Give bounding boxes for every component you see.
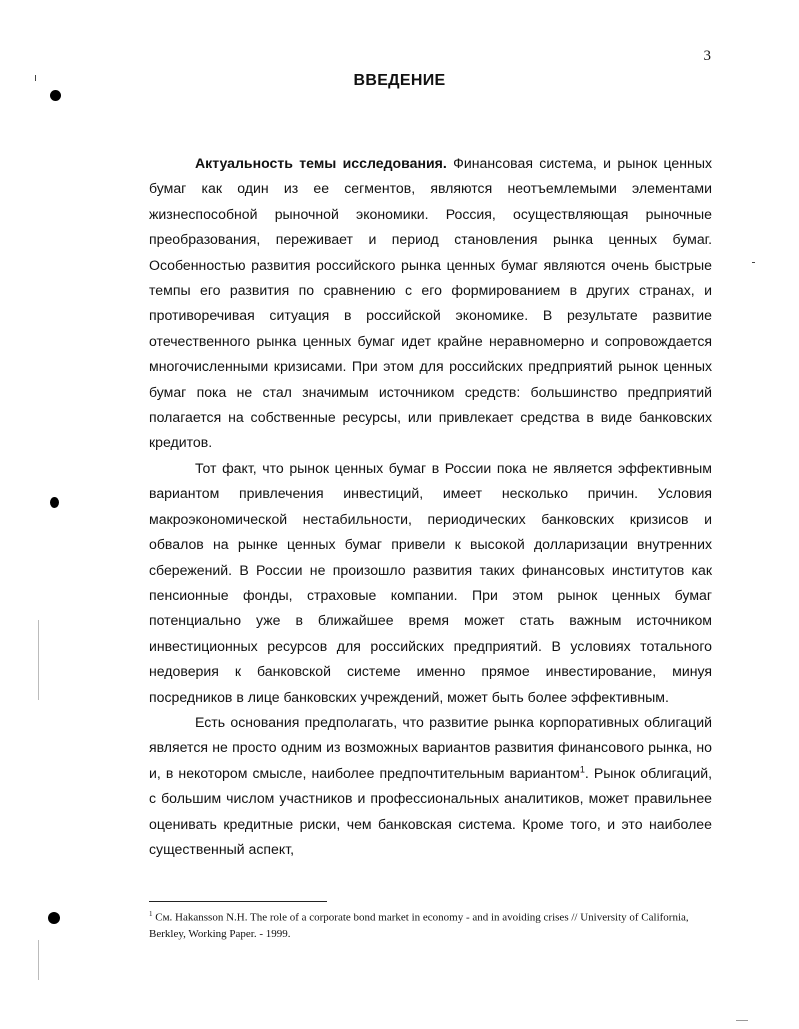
binder-hole-mark — [50, 90, 61, 101]
binder-hole-mark — [50, 497, 59, 508]
scan-speck — [736, 1020, 748, 1021]
paragraph-text: Финансовая система, и рынок ценных бумаг как один из ее сегментов, являются неотъемлемыми элементами жизнеспособной рыночной экономики. Россия, осуществляющая рыночные преобразования, переживает и период становления рынка ценных бумаг. Особенностью развития российского рынка ценных бумаг являются очень быстрые темпы его развития по сравнению с его формированием в других странах, и противоречивая ситуация в российской экономике. В результате развитие отечественного рынка ценных бумаг идет крайне неравномерно и сопровождается многочисленными кризисами. При этом для российских предприятий рынок ценных бумаг пока не стал значимым источником средств: большинство предприятий полагается на собственные ресурсы, или привлекает средства в виде банковских кредитов. — [149, 155, 712, 451]
paragraph-bonds — [149, 710, 712, 862]
paragraph-relevance — [149, 151, 712, 456]
page-title: ВВЕДЕНИЕ — [353, 72, 446, 89]
paragraph-text: . Рынок облигаций, с большим числом участников и профессиональных аналитиков, может правильнее оценивать кредитные риски, чем банковская система. Кроме того, и это наиболее существенный аспект, — [149, 764, 713, 857]
footnote-number: 1 — [149, 910, 153, 918]
relevance-heading: Актуальность темы исследования. — [195, 155, 447, 171]
binder-hole-mark — [48, 912, 60, 924]
footnote — [149, 906, 712, 942]
paragraph-text: Есть основания предполагать, что развитие рынка корпоративных облигаций является не просто одним из возможных вариантов развития финансового рынка, но и, в некотором смысле, наиболее предпочтительным вариантом — [149, 713, 712, 781]
footnote-reference: 1 — [579, 764, 585, 775]
scan-speck — [752, 262, 755, 263]
page-number: 3 — [703, 48, 711, 64]
scan-speck — [35, 75, 36, 81]
footnote-divider — [149, 901, 327, 902]
scan-line — [38, 620, 39, 700]
footnote-text: См. Hakansson N.H. The role of a corporate bond market in economy - and in avoiding crises // University of California, Berkley, Working Paper. - 1999. — [149, 911, 689, 940]
body-text — [149, 151, 712, 862]
scan-line — [38, 940, 39, 980]
paragraph-text: Тот факт, что рынок ценных бумаг в России пока не является эффективным вариантом привлечения инвестиций, имеет несколько причин. Условия макроэкономической нестабильности, периодических банковских кризисов и обвалов на рынке ценных бумаг привели к высокой долларизации внутренних сбережений. В России не произошло развития таких финансовых институтов как пенсионные фонды, страховые компании. При этом рынок ценных бумаг потенциально уже в ближайшее время может стать важным источником инвестиционных ресурсов для российских предприятий. В условиях тотального недоверия к банковской системе именно прямое инвестирование, минуя посредников в лице банковских учреждений, может быть более эффективным. — [149, 459, 712, 705]
paragraph-causes — [149, 456, 712, 710]
